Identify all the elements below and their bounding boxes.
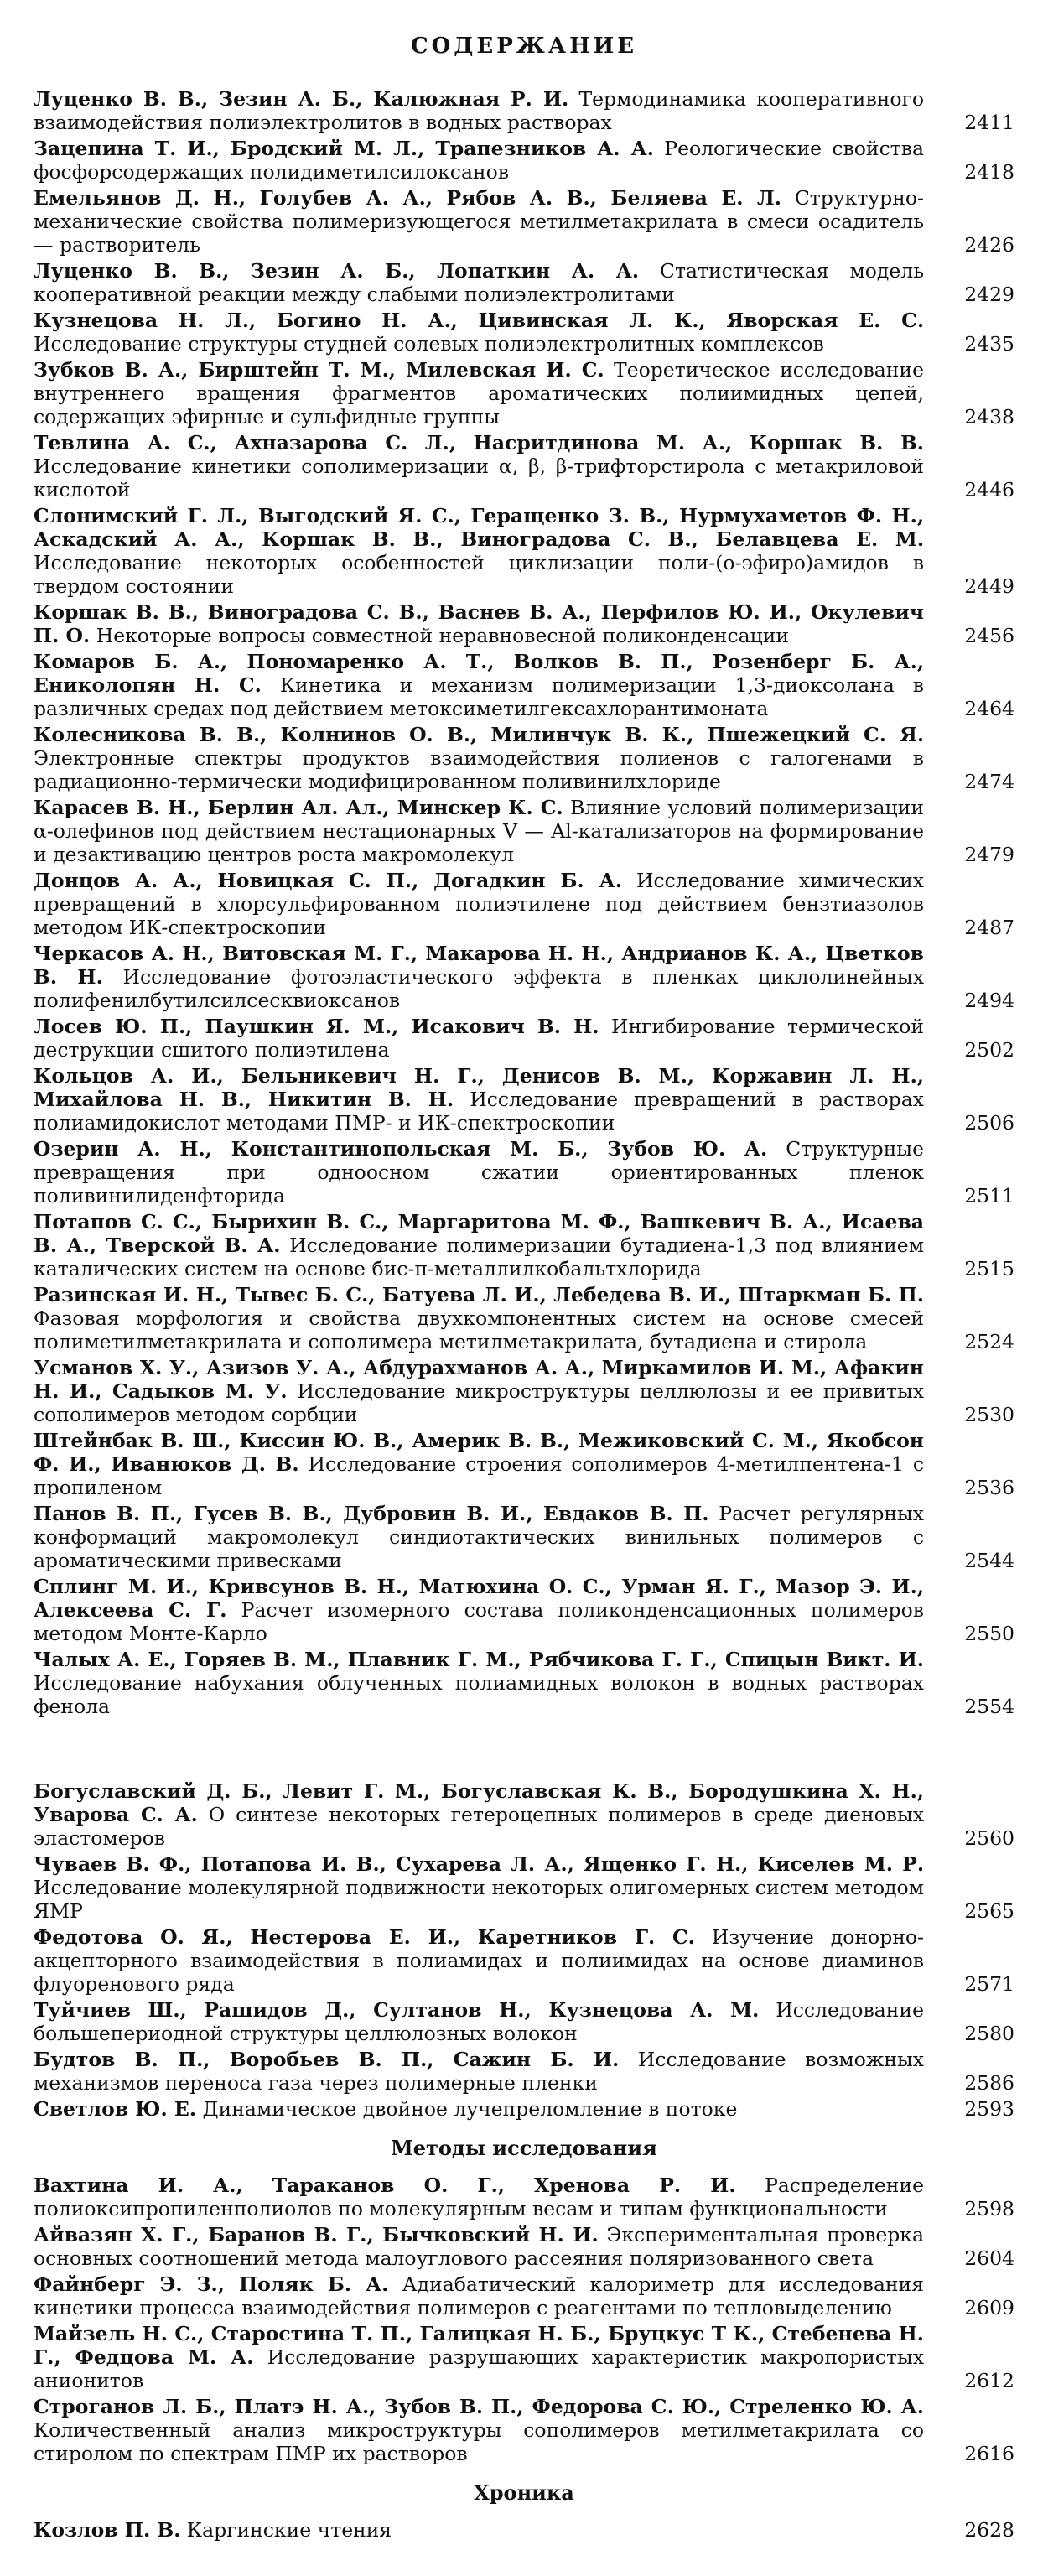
- entry-title: Структурно-механические свойства полимеризующегося метилметакрилата в смеси осадитель — растворитель: [34, 186, 924, 257]
- entry-authors: Козлов П. В.: [34, 2518, 181, 2542]
- entry-page-number: 2550: [964, 1622, 1014, 1645]
- entry-page-number: 2554: [964, 1695, 1014, 1718]
- entry-page-number: 2429: [964, 283, 1014, 306]
- entry-title: Расчет регулярных конформаций макромолекул синдиотактических винильных полимеров с ароматическими привесками: [34, 1502, 924, 1572]
- entry-authors: Айвазян Х. Г., Баранов В. Г., Бычковский Н. И.: [34, 2223, 599, 2246]
- entry-authors: Луценко В. В., Зезин А. Б., Лопаткин А. А.: [34, 259, 640, 283]
- toc-entry: [34, 358, 1014, 428]
- contents-part-2: [34, 1779, 1014, 2121]
- entry-page-number: 2565: [964, 1899, 1014, 1923]
- entry-authors: Тевлина А. С., Ахназарова С. Л., Насритдинова М. А., Коршак В. В.: [34, 431, 924, 454]
- page-title: СОДЕРЖАНИЕ: [410, 34, 638, 59]
- entry-page-number: 2418: [964, 160, 1014, 184]
- entry-authors: Емельянов Д. Н., Голубев А. А., Рябов А. В., Беляева Е. Л.: [34, 186, 781, 210]
- toc-entry: [34, 431, 1014, 501]
- toc-entry: [34, 137, 1014, 184]
- entry-page-number: 2438: [964, 405, 1014, 428]
- toc-entry: [34, 186, 1014, 257]
- entry-page-number: 2598: [964, 2197, 1014, 2220]
- contents-chronicle: [34, 2518, 1014, 2542]
- entry-authors: Будтов В. П., Воробьев В. П., Сажин Б. И.: [34, 2048, 620, 2071]
- entry-page-number: 2449: [964, 574, 1014, 598]
- entry-title: Термодинамика кооперативного взаимодействия полиэлектролитов в водных растворах: [34, 87, 924, 134]
- entry-page-number: 2530: [964, 1403, 1014, 1426]
- entry-authors: Кузнецова Н. Л., Богино Н. А., Цивинская Л. К., Яворская Е. С.: [34, 309, 924, 332]
- toc-entry: [34, 309, 1014, 356]
- entry-authors: Сплинг М. И., Кривсунов В. Н., Матюхина О. С., Урман Я. Г., Мазор Э. И., Алексеева С. Г.: [34, 1575, 924, 1622]
- entry-page-number: 2580: [964, 2022, 1014, 2045]
- entry-authors: Федотова О. Я., Нестерова Е. И., Каретников Г. С.: [34, 1925, 695, 1949]
- toc-entry: [34, 1356, 1014, 1426]
- entry-title: Каргинские чтения: [186, 2518, 392, 2542]
- toc-entry: [34, 1779, 1014, 1850]
- entry-authors: Усманов Х. У., Азизов У. А., Абдурахманов А. А., Миркамилов И. М., Афакин Н. И., Садыков М. У.: [34, 1356, 924, 1403]
- entry-title: Некоторые вопросы совместной неравновесной поликонденсации: [96, 624, 790, 647]
- toc-entry: [34, 2174, 1014, 2220]
- entry-authors: Потапов С. С., Бырихин В. С., Маргаритова М. Ф., Вашкевич В. А., Исаева В. А., Тверской В. А.: [34, 1210, 924, 1257]
- entry-title: Исследование строения сополимеров 4-метилпентена-1 с пропиленом: [34, 1452, 924, 1499]
- entry-title: Влияние условий полимеризации α-олефинов под действием нестационарных V — Al-катализаторов на формирование и дезактивацию центров роста макромолекул: [34, 796, 924, 866]
- entry-authors: Чалых А. Е., Горяев В. М., Плавник Г. М., Рябчикова Г. Г., Спицын Викт. И.: [34, 1648, 924, 1671]
- toc-entry: [34, 2097, 1014, 2121]
- toc-entry: [34, 869, 1014, 939]
- entry-page-number: 2487: [964, 916, 1014, 939]
- toc-entry: [34, 1998, 1014, 2045]
- entry-title: Структурные превращения при одноосном сжатии ориентированных пленок поливинилиденфторида: [34, 1137, 924, 1208]
- toc-entry: [34, 1575, 1014, 1645]
- entry-authors: Светлов Ю. Е.: [34, 2097, 197, 2121]
- entry-title: Исследование структуры студней солевых полиэлектролитных комплексов: [34, 332, 824, 356]
- entry-authors: Слонимский Г. Л., Выгодский Я. С., Геращенко З. В., Нурмухаметов Ф. Н., Аскадский А. А., Коршак В. В., Виноградова С. В., Белавцева Е. М.: [34, 504, 924, 551]
- toc-entry: [34, 1210, 1014, 1280]
- entry-authors: Майзель Н. С., Старостина Т. П., Галицкая Н. Б., Бруцкус Т К., Стебенева Н. Г., Федцова М. А.: [34, 2322, 924, 2369]
- entry-authors: Богуславский Д. Б., Левит Г. М., Богуславская К. В., Бородушкина Х. Н., Уварова С. А.: [34, 1779, 924, 1826]
- entry-authors: Чуваев В. Ф., Потапова И. В., Сухарева Л. А., Ященко Г. Н., Киселев М. Р.: [34, 1852, 924, 1876]
- entry-title: Исследование микроструктуры целлюлозы и ее привитых сополимеров методом сорбции: [34, 1379, 924, 1426]
- entry-title: Реологические свойства фосфорсодержащих полидиметилсилоксанов: [34, 137, 924, 184]
- entry-page-number: 2560: [964, 1826, 1014, 1850]
- entry-page-number: 2609: [964, 2296, 1014, 2319]
- toc-entry: [34, 723, 1014, 793]
- entry-page-number: 2524: [964, 1330, 1014, 1353]
- entry-authors: Кольцов А. И., Бельникевич Н. Г., Денисов В. М., Коржавин Л. Н., Михайлова Н. В., Никитин В. Н.: [34, 1064, 924, 1111]
- entry-authors: Карасев В. Н., Берлин Ал. Ал., Минскер К. С.: [34, 796, 563, 819]
- entry-page-number: 2612: [964, 2369, 1014, 2392]
- entry-authors: Файнберг Э. З., Поляк Б. А.: [34, 2272, 389, 2296]
- entry-page-number: 2544: [964, 1549, 1014, 1572]
- toc-entry: [34, 600, 1014, 647]
- toc-entry: [34, 1429, 1014, 1499]
- contents-page: [34, 34, 1014, 2544]
- entry-page-number: 2411: [964, 111, 1014, 134]
- contents-methods: [34, 2174, 1014, 2465]
- entry-title: Изучение донорно-акцепторного взаимодействия в полиамидах и полиимидах на основе диаминов флуоренового ряда: [34, 1925, 924, 1996]
- entry-authors: Зубков В. А., Бирштейн Т. М., Милевская И. С.: [34, 358, 604, 382]
- entry-page-number: 2506: [964, 1111, 1014, 1135]
- contents-part-1: [34, 87, 1014, 1718]
- entry-authors: Донцов А. А., Новицкая С. П., Догадкин Б. А.: [34, 869, 622, 892]
- entry-title: Экспериментальная проверка основных соотношений метода малоуглового рассеяния поляризованного света: [34, 2223, 924, 2270]
- entry-page-number: 2586: [964, 2071, 1014, 2095]
- entry-title: О синтезе некоторых гетероцепных полимеров в среде диеновых эластомеров: [34, 1803, 924, 1850]
- entry-page-number: 2593: [964, 2097, 1014, 2121]
- entry-authors: Озерин А. Н., Константинопольская М. Б., Зубов Ю. А.: [34, 1137, 768, 1161]
- entry-title: Исследование большепериодной структуры целлюлозных волокон: [34, 1998, 924, 2045]
- entry-title: Исследование превращений в растворах полиамидокислот методами ПМР- и ИК-спектроскопии: [34, 1088, 924, 1135]
- toc-entry: [34, 1852, 1014, 1923]
- entry-title: Динамическое двойное лучепреломление в потоке: [202, 2097, 738, 2121]
- entry-title: Исследование фотоэластического эффекта в пленках циклолинейных полифенилбутилсилсесквиоксанов: [34, 965, 924, 1012]
- entry-title: Расчет изомерного состава поликонденсационных полимеров методом Монте-Карло: [34, 1598, 924, 1645]
- entry-page-number: 2479: [964, 843, 1014, 866]
- entry-authors: Вахтина И. А., Тараканов О. Г., Хренова Р. И.: [34, 2174, 736, 2197]
- toc-entry: [34, 504, 1014, 598]
- entry-title: Исследование химических превращений в хлорсульфированном полиэтилене под действием бензтиазолов методом ИК-спектроскопии: [34, 869, 924, 939]
- entry-authors: Коршак В. В., Виноградова С. В., Васнев В. А., Перфилов Ю. И., Окулевич П. О.: [34, 600, 924, 647]
- entry-title: Исследование молекулярной подвижности некоторых олигомерных систем методом ЯМР: [34, 1876, 924, 1923]
- toc-entry: [34, 1283, 1014, 1353]
- toc-entry: [34, 259, 1014, 306]
- toc-entry: [34, 87, 1014, 134]
- entry-title: Исследование некоторых особенностей циклизации поли-(о-эфиро)амидов в твердом состоянии: [34, 551, 924, 598]
- toc-entry: [34, 1137, 1014, 1208]
- entry-page-number: 2604: [964, 2246, 1014, 2270]
- section-title-methods: Методы исследования: [391, 2136, 657, 2160]
- entry-title: Электронные спектры продуктов взаимодействия полиенов с галогенами в радиационно-термически модифицированном поливинилхлориде: [34, 746, 924, 793]
- entry-authors: Комаров Б. А., Пономаренко А. Т., Волков В. П., Розенберг Б. А., Ениколопян Н. С.: [34, 650, 924, 697]
- entry-authors: Разинская И. Н., Тывес Б. С., Батуева Л. И., Лебедева В. И., Штаркман Б. П.: [34, 1283, 924, 1306]
- toc-entry: [34, 1502, 1014, 1572]
- entry-authors: Черкасов А. Н., Витовская М. Г., Макарова Н. Н., Андрианов К. А., Цветков В. Н.: [34, 942, 924, 989]
- toc-entry: [34, 1648, 1014, 1718]
- entry-title: Исследование разрушающих характеристик макропористых анионитов: [34, 2345, 924, 2392]
- toc-entry: [34, 650, 1014, 720]
- part-separator: [34, 1721, 1014, 1779]
- entry-authors: Зацепина Т. И., Бродский М. Л., Трапезников А. А.: [34, 137, 654, 160]
- toc-entry: [34, 2048, 1014, 2095]
- toc-entry: [34, 2272, 1014, 2319]
- entry-title: Адиабатический калориметр для исследования кинетики процесса взаимодействия полимеров с реагентами по тепловыделению: [34, 2272, 924, 2319]
- entry-title: Исследование набухания облученных полиамидных волокон в водных растворах фенола: [34, 1671, 924, 1718]
- toc-entry: [34, 1925, 1014, 1996]
- entry-title: Ингибирование термической деструкции сшитого полиэтилена: [34, 1015, 924, 1062]
- entry-page-number: 2494: [964, 989, 1014, 1012]
- entry-authors: Панов В. П., Гусев В. В., Дубровин В. И., Евдаков В. П.: [34, 1502, 709, 1525]
- entry-title: Исследование кинетики сополимеризации α, β, β-трифторстирола с метакриловой кислотой: [34, 454, 924, 501]
- entry-title: Статистическая модель кооперативной реакции между слабыми полиэлектролитами: [34, 259, 924, 306]
- entry-authors: Строганов Л. Б., Платэ Н. А., Зубов В. П., Федорова С. Ю., Стреленко Ю. А.: [34, 2395, 924, 2418]
- toc-entry: [34, 2395, 1014, 2465]
- entry-title: Количественный анализ микроструктуры сополимеров метилметакрилата со стиролом по спектрам ПМР их растворов: [34, 2418, 924, 2465]
- entry-page-number: 2628: [964, 2518, 1014, 2542]
- toc-entry: [34, 1064, 1014, 1135]
- toc-entry: [34, 942, 1014, 1012]
- toc-entry: [34, 2322, 1014, 2392]
- entry-title: Теоретическое исследование внутреннего вращения фрагментов ароматических полиимидных цепей, содержащих эфирные и сульфидные группы: [34, 358, 924, 428]
- entry-authors: Лосев Ю. П., Паушкин Я. М., Исакович В. Н.: [34, 1015, 599, 1038]
- toc-entry: [34, 1015, 1014, 1062]
- entry-title: Исследование полимеризации бутадиена-1,3 под влиянием каталических систем на основе бис-π-металлилкобальтхлорида: [34, 1233, 924, 1280]
- toc-entry: [34, 2223, 1014, 2270]
- entry-page-number: 2426: [964, 233, 1014, 257]
- entry-authors: Штейнбак В. Ш., Киссин Ю. В., Америк В. В., Межиковский С. М., Якобсон Ф. И., Иванюков Д. В.: [34, 1429, 924, 1476]
- entry-page-number: 2474: [964, 770, 1014, 793]
- entry-title: Распределение полиоксипропиленполиолов по молекулярным весам и типам функциональности: [34, 2174, 924, 2220]
- entry-page-number: 2571: [964, 1972, 1014, 1996]
- entry-authors: Луценко В. В., Зезин А. Б., Калюжная Р. И.: [34, 87, 569, 111]
- entry-page-number: 2446: [964, 478, 1014, 501]
- entry-authors: Туйчиев Ш., Рашидов Д., Султанов Н., Кузнецова А. М.: [34, 1998, 760, 2022]
- entry-title: Кинетика и механизм полимеризации 1,3-диоксолана в различных средах под действием метоксиметилгексахлорантимоната: [34, 673, 924, 720]
- toc-entry: [34, 2518, 1014, 2542]
- entry-title: Исследование возможных механизмов переноса газа через полимерные пленки: [34, 2048, 924, 2095]
- entry-page-number: 2464: [964, 697, 1014, 720]
- entry-page-number: 2515: [964, 1257, 1014, 1280]
- section-title-chronicle: Хроника: [474, 2480, 574, 2505]
- toc-entry: [34, 796, 1014, 866]
- entry-authors: Колесникова В. В., Колнинов О. В., Милинчук В. К., Пшежецкий С. Я.: [34, 723, 924, 746]
- entry-page-number: 2511: [964, 1184, 1014, 1208]
- entry-title: Фазовая морфология и свойства двухкомпонентных систем на основе смесей полиметилметакрилата и сополимера метилметакрилата, бутадиена и стирола: [34, 1306, 924, 1353]
- entry-page-number: 2456: [964, 624, 1014, 647]
- entry-page-number: 2502: [964, 1038, 1014, 1062]
- entry-page-number: 2616: [964, 2442, 1014, 2465]
- entry-page-number: 2435: [964, 332, 1014, 356]
- entry-page-number: 2536: [964, 1476, 1014, 1499]
